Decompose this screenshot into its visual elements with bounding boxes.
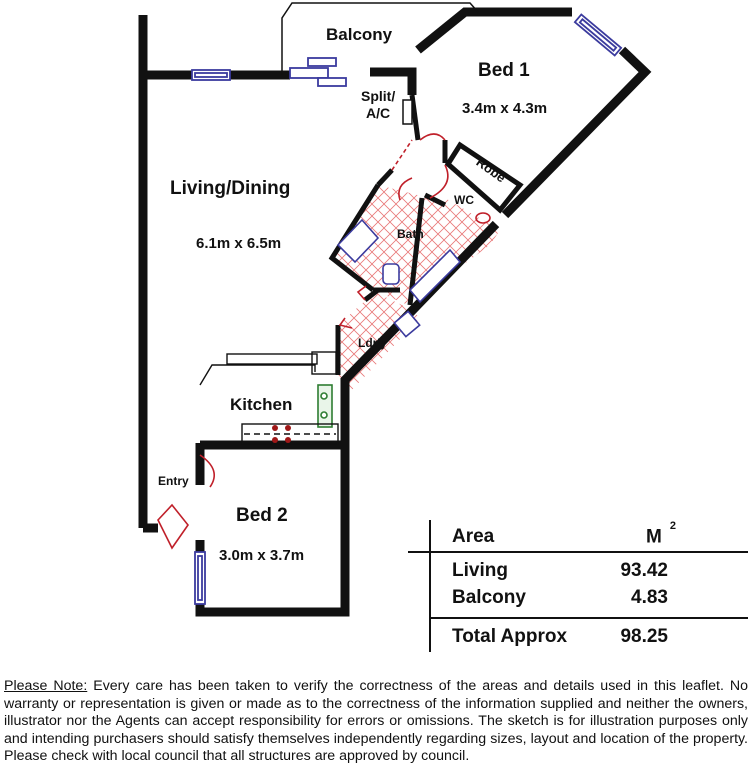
wc-label: WC — [454, 193, 474, 207]
split-ac-unit — [403, 100, 412, 124]
area-row-value: 93.42 — [620, 560, 668, 581]
bath-label: Bath — [397, 227, 424, 241]
bed2-size: 3.0m x 3.7m — [219, 547, 305, 564]
kitchen-label: Kitchen — [230, 395, 293, 414]
living-label: Living/Dining — [170, 178, 291, 199]
bed2-label: Bed 2 — [236, 505, 288, 526]
robe-label: Robe — [473, 154, 509, 186]
split-ac-label-1: Split/ — [361, 88, 396, 104]
area-total-label: Total Approx — [452, 626, 568, 647]
bed1-label: Bed 1 — [478, 60, 530, 81]
area-unit-letter: M — [646, 526, 662, 548]
area-table — [408, 520, 748, 652]
area-unit-superscript: 2 — [669, 520, 676, 532]
disclaimer-note — [4, 678, 748, 766]
area-row-label: Living — [452, 560, 508, 581]
split-ac-label-2: A/C — [366, 105, 391, 121]
laundry-label: Ldr'y — [358, 336, 387, 350]
note-title: Please Note: — [4, 678, 88, 694]
note-text: Every care has been taken to verify the correctness of the areas and details used in this leaflet. No warranty or representation is given or made as to the correctness of the information supplied and neither the owners, illustrator nor the Agents can accept responsibility for errors or omissions. The sketch is for illustration purposes only and intending purchasers should satisfy themselves independently regarding sizes, layout and location of the property. Please check with local council that all structures are approved by council. — [4, 678, 748, 764]
area-row-label: Balcony — [452, 587, 526, 608]
area-total-value: 98.25 — [620, 626, 668, 647]
bed1-size: 3.4m x 4.3m — [462, 100, 548, 117]
area-unit — [646, 520, 676, 548]
area-row-value: 4.83 — [631, 587, 668, 608]
balcony-label: Balcony — [326, 25, 393, 44]
entry-label: Entry — [158, 474, 189, 488]
area-header-label: Area — [452, 526, 495, 547]
living-size: 6.1m x 6.5m — [196, 235, 282, 252]
